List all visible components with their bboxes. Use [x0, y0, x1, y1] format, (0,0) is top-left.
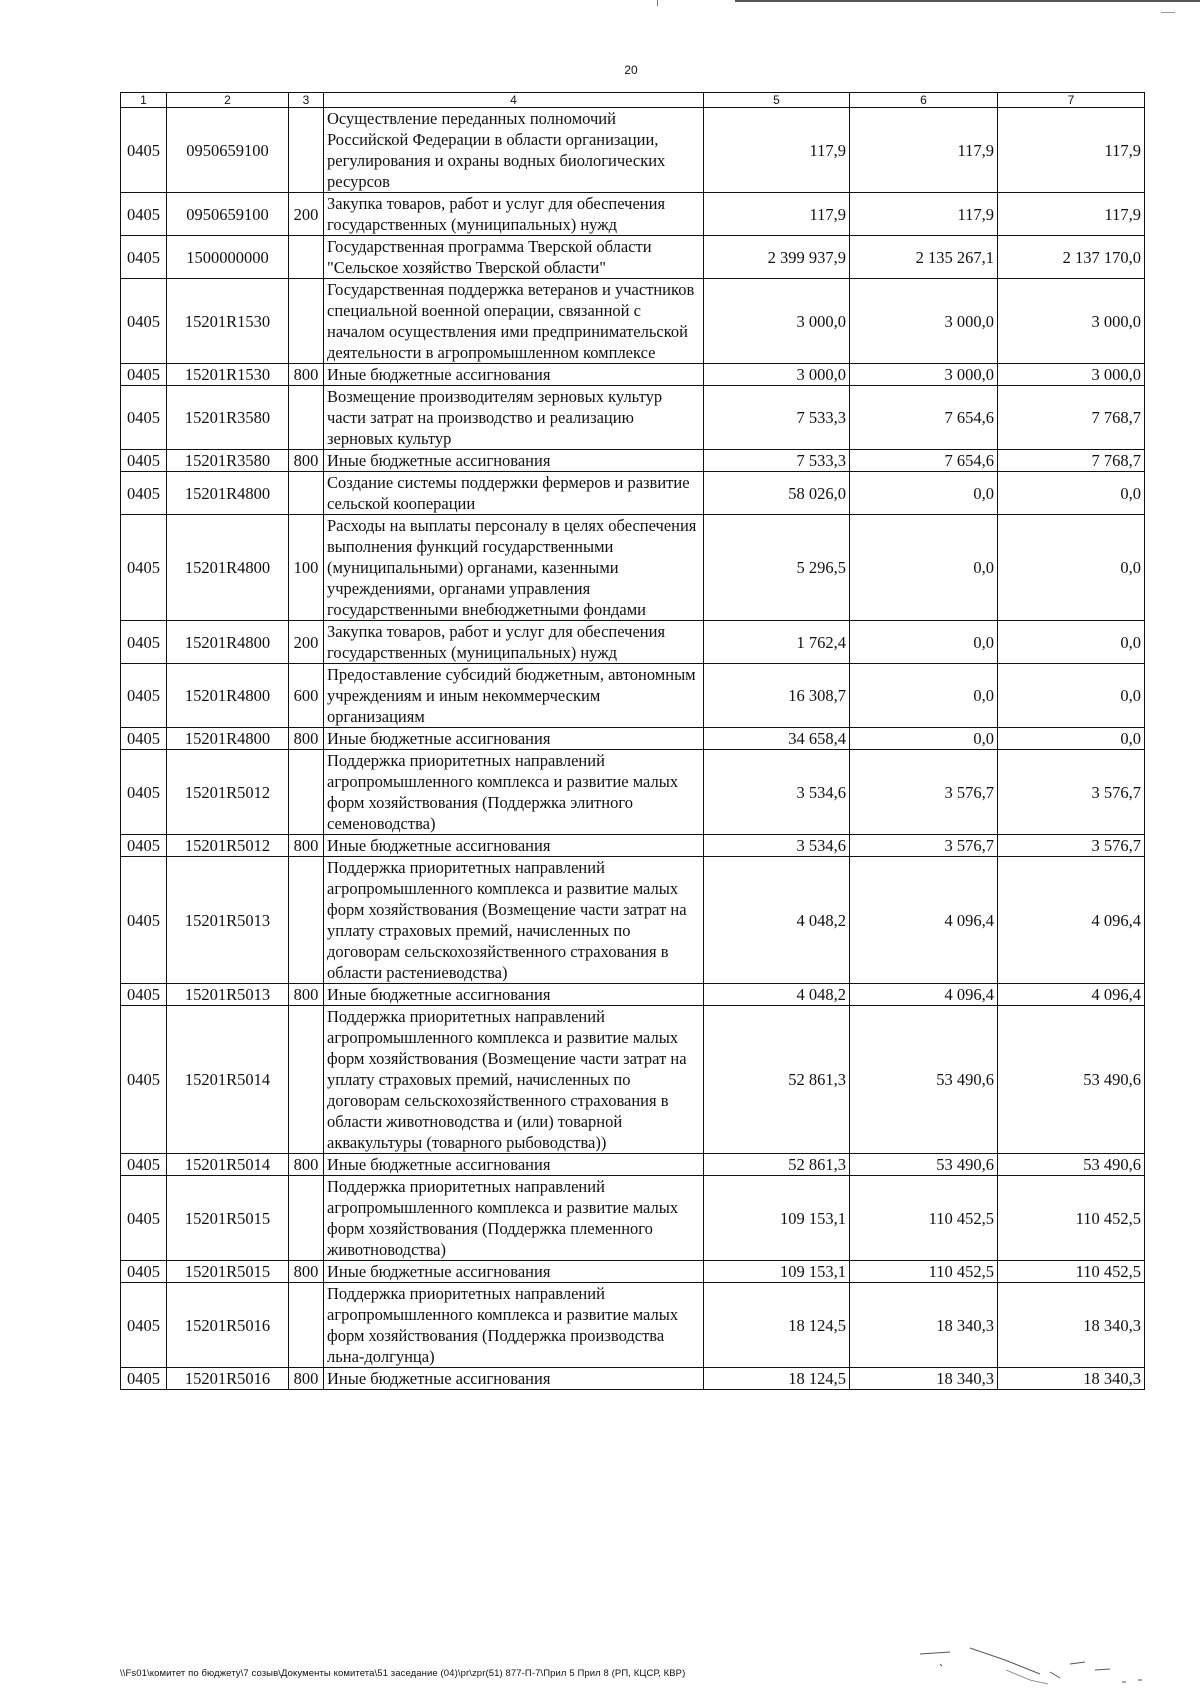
amount-cell-col5: 3 000,0 [704, 364, 850, 386]
section-code-cell: 0405 [121, 1283, 167, 1368]
description-cell: Иные бюджетные ассигнования [324, 835, 704, 857]
top-edge-mark [657, 0, 658, 6]
column-header: 2 [167, 93, 289, 108]
description-cell: Иные бюджетные ассигнования [324, 1261, 704, 1283]
column-header: 3 [289, 93, 324, 108]
target-article-cell: 15201R5014 [167, 1154, 289, 1176]
expense-type-cell: 200 [289, 193, 324, 236]
table-row [121, 386, 1145, 450]
amount-cell-col7: 53 490,6 [998, 1006, 1145, 1154]
section-code-cell: 0405 [121, 472, 167, 515]
target-article-cell: 15201R5013 [167, 857, 289, 984]
amount-cell-col5: 3 534,6 [704, 835, 850, 857]
target-article-cell: 15201R5012 [167, 750, 289, 835]
table-row [121, 984, 1145, 1006]
section-code-cell: 0405 [121, 386, 167, 450]
section-code-cell: 0405 [121, 750, 167, 835]
section-code-cell: 0405 [121, 728, 167, 750]
target-article-cell: 0950659100 [167, 108, 289, 193]
expense-type-cell [289, 1283, 324, 1368]
amount-cell-col7: 4 096,4 [998, 984, 1145, 1006]
amount-cell-col6: 117,9 [850, 108, 998, 193]
amount-cell-col6: 3 000,0 [850, 279, 998, 364]
description-cell: Государственная программа Тверской области "Сельское хозяйство Тверской области" [324, 236, 704, 279]
amount-cell-col7: 7 768,7 [998, 450, 1145, 472]
table-row [121, 450, 1145, 472]
amount-cell-col6: 0,0 [850, 515, 998, 621]
amount-cell-col5: 1 762,4 [704, 621, 850, 664]
amount-cell-col7: 18 340,3 [998, 1283, 1145, 1368]
amount-cell-col5: 109 153,1 [704, 1261, 850, 1283]
target-article-cell: 15201R5014 [167, 1006, 289, 1154]
amount-cell-col7: 3 576,7 [998, 835, 1145, 857]
amount-cell-col5: 117,9 [704, 193, 850, 236]
amount-cell-col6: 4 096,4 [850, 984, 998, 1006]
amount-cell-col7: 110 452,5 [998, 1176, 1145, 1261]
expense-type-cell: 800 [289, 450, 324, 472]
amount-cell-col6: 18 340,3 [850, 1283, 998, 1368]
amount-cell-col6: 0,0 [850, 664, 998, 728]
table-row [121, 1283, 1145, 1368]
target-article-cell: 15201R4800 [167, 472, 289, 515]
handwritten-marks [910, 1642, 1150, 1692]
table-row [121, 364, 1145, 386]
amount-cell-col5: 34 658,4 [704, 728, 850, 750]
amount-cell-col6: 3 000,0 [850, 364, 998, 386]
amount-cell-col7: 0,0 [998, 515, 1145, 621]
amount-cell-col5: 58 026,0 [704, 472, 850, 515]
table-row [121, 472, 1145, 515]
amount-cell-col6: 110 452,5 [850, 1261, 998, 1283]
amount-cell-col7: 3 576,7 [998, 750, 1145, 835]
amount-cell-col6: 53 490,6 [850, 1006, 998, 1154]
section-code-cell: 0405 [121, 1176, 167, 1261]
target-article-cell: 15201R4800 [167, 728, 289, 750]
expense-type-cell [289, 279, 324, 364]
description-cell: Иные бюджетные ассигнования [324, 364, 704, 386]
amount-cell-col7: 53 490,6 [998, 1154, 1145, 1176]
amount-cell-col6: 53 490,6 [850, 1154, 998, 1176]
amount-cell-col6: 4 096,4 [850, 857, 998, 984]
expense-type-cell [289, 1176, 324, 1261]
column-header: 6 [850, 93, 998, 108]
target-article-cell: 15201R5012 [167, 835, 289, 857]
amount-cell-col7: 3 000,0 [998, 364, 1145, 386]
column-header: 5 [704, 93, 850, 108]
section-code-cell: 0405 [121, 515, 167, 621]
description-cell: Создание системы поддержки фермеров и развитие сельской кооперации [324, 472, 704, 515]
description-cell: Закупка товаров, работ и услуг для обеспечения государственных (муниципальных) нужд [324, 621, 704, 664]
description-cell: Расходы на выплаты персоналу в целях обеспечения выполнения функций государственными (муниципальными) органами, казенными учреждениями, органами управления государственными внебюджетными фондами [324, 515, 704, 621]
target-article-cell: 15201R5016 [167, 1368, 289, 1390]
expense-type-cell: 800 [289, 1368, 324, 1390]
amount-cell-col6: 7 654,6 [850, 450, 998, 472]
amount-cell-col5: 7 533,3 [704, 450, 850, 472]
table-row [121, 279, 1145, 364]
amount-cell-col5: 2 399 937,9 [704, 236, 850, 279]
table-row [121, 750, 1145, 835]
table-row [121, 236, 1145, 279]
description-cell: Иные бюджетные ассигнования [324, 1154, 704, 1176]
amount-cell-col6: 3 576,7 [850, 835, 998, 857]
target-article-cell: 15201R5015 [167, 1176, 289, 1261]
amount-cell-col5: 18 124,5 [704, 1368, 850, 1390]
expense-type-cell [289, 236, 324, 279]
amount-cell-col7: 0,0 [998, 472, 1145, 515]
amount-cell-col5: 3 000,0 [704, 279, 850, 364]
target-article-cell: 15201R3580 [167, 386, 289, 450]
expense-type-cell [289, 1006, 324, 1154]
target-article-cell: 15201R1530 [167, 279, 289, 364]
amount-cell-col7: 0,0 [998, 728, 1145, 750]
amount-cell-col6: 0,0 [850, 728, 998, 750]
amount-cell-col5: 52 861,3 [704, 1154, 850, 1176]
header-row [121, 93, 1145, 108]
section-code-cell: 0405 [121, 450, 167, 472]
description-cell: Закупка товаров, работ и услуг для обеспечения государственных (муниципальных) нужд [324, 193, 704, 236]
amount-cell-col5: 4 048,2 [704, 857, 850, 984]
expense-type-cell: 800 [289, 984, 324, 1006]
amount-cell-col6: 0,0 [850, 621, 998, 664]
amount-cell-col5: 7 533,3 [704, 386, 850, 450]
expense-type-cell [289, 472, 324, 515]
description-cell: Государственная поддержка ветеранов и участников специальной военной операции, связанной с началом осуществления ими предпринимательской деятельности в агропромышленном комплексе [324, 279, 704, 364]
description-cell: Осуществление переданных полномочий Российской Федерации в области организации, регулирования и охраны водных биологических ресурсов [324, 108, 704, 193]
description-cell: Предоставление субсидий бюджетным, автономным учреждениям и иным некоммерческим организациям [324, 664, 704, 728]
section-code-cell: 0405 [121, 193, 167, 236]
target-article-cell: 15201R5016 [167, 1283, 289, 1368]
target-article-cell: 15201R5015 [167, 1261, 289, 1283]
page-number: 20 [624, 63, 638, 77]
target-article-cell: 15201R4800 [167, 621, 289, 664]
section-code-cell: 0405 [121, 1368, 167, 1390]
amount-cell-col5: 16 308,7 [704, 664, 850, 728]
section-code-cell: 0405 [121, 857, 167, 984]
amount-cell-col6: 2 135 267,1 [850, 236, 998, 279]
amount-cell-col7: 117,9 [998, 108, 1145, 193]
expense-type-cell: 800 [289, 1154, 324, 1176]
column-header: 7 [998, 93, 1145, 108]
amount-cell-col6: 110 452,5 [850, 1176, 998, 1261]
target-article-cell: 0950659100 [167, 193, 289, 236]
expense-type-cell [289, 108, 324, 193]
expense-type-cell: 800 [289, 1261, 324, 1283]
section-code-cell: 0405 [121, 1006, 167, 1154]
table-row [121, 108, 1145, 193]
description-cell: Иные бюджетные ассигнования [324, 450, 704, 472]
amount-cell-col6: 0,0 [850, 472, 998, 515]
amount-cell-col7: 4 096,4 [998, 857, 1145, 984]
amount-cell-col5: 3 534,6 [704, 750, 850, 835]
expense-type-cell: 800 [289, 728, 324, 750]
description-cell: Иные бюджетные ассигнования [324, 728, 704, 750]
description-cell: Поддержка приоритетных направлений агропромышленного комплекса и развитие малых форм хозяйствования (Поддержка элитного семеноводства) [324, 750, 704, 835]
document-file-path: \\Fs01\комитет по бюджету\7 созыв\Документы комитета\51 заседание (04)\pr\zpr(51) 877-П-7\Прил 5 Прил 8 (РП, КЦСР, КВР) [120, 1668, 686, 1679]
target-article-cell: 15201R4800 [167, 515, 289, 621]
table-row [121, 621, 1145, 664]
expense-type-cell: 200 [289, 621, 324, 664]
expense-type-cell: 600 [289, 664, 324, 728]
table-row [121, 1368, 1145, 1390]
description-cell: Поддержка приоритетных направлений агропромышленного комплекса и развитие малых форм хозяйствования (Возмещение части затрат на уплату страховых премий, начисленных по договорам сельскохозяйственного страхования в области животноводства и (или) товарной аквакультуры (товарного рыбоводства)) [324, 1006, 704, 1154]
description-cell: Возмещение производителям зерновых культур части затрат на производство и реализацию зерновых культур [324, 386, 704, 450]
description-cell: Поддержка приоритетных направлений агропромышленного комплекса и развитие малых форм хозяйствования (Поддержка племенного животноводства) [324, 1176, 704, 1261]
section-code-cell: 0405 [121, 1154, 167, 1176]
table-row [121, 515, 1145, 621]
expense-type-cell [289, 750, 324, 835]
amount-cell-col6: 117,9 [850, 193, 998, 236]
amount-cell-col5: 4 048,2 [704, 984, 850, 1006]
expense-type-cell: 100 [289, 515, 324, 621]
section-code-cell: 0405 [121, 984, 167, 1006]
amount-cell-col7: 117,9 [998, 193, 1145, 236]
amount-cell-col6: 3 576,7 [850, 750, 998, 835]
amount-cell-col7: 2 137 170,0 [998, 236, 1145, 279]
column-header: 4 [324, 93, 704, 108]
table-row [121, 835, 1145, 857]
amount-cell-col6: 18 340,3 [850, 1368, 998, 1390]
amount-cell-col5: 18 124,5 [704, 1283, 850, 1368]
target-article-cell: 15201R5013 [167, 984, 289, 1006]
budget-table [120, 92, 1145, 1390]
target-article-cell: 1500000000 [167, 236, 289, 279]
description-cell: Поддержка приоритетных направлений агропромышленного комплекса и развитие малых форм хозяйствования (Возмещение части затрат на уплату страховых премий, начисленных по договорам сельскохозяйственного страхования в области растениеводства) [324, 857, 704, 984]
expense-type-cell: 800 [289, 364, 324, 386]
column-header: 1 [121, 93, 167, 108]
table-row [121, 1261, 1145, 1283]
table-row [121, 193, 1145, 236]
section-code-cell: 0405 [121, 279, 167, 364]
target-article-cell: 15201R1530 [167, 364, 289, 386]
table-row [121, 664, 1145, 728]
amount-cell-col7: 3 000,0 [998, 279, 1145, 364]
section-code-cell: 0405 [121, 835, 167, 857]
section-code-cell: 0405 [121, 1261, 167, 1283]
amount-cell-col7: 110 452,5 [998, 1261, 1145, 1283]
table-row [121, 1154, 1145, 1176]
amount-cell-col5: 117,9 [704, 108, 850, 193]
section-code-cell: 0405 [121, 364, 167, 386]
target-article-cell: 15201R3580 [167, 450, 289, 472]
table-row [121, 728, 1145, 750]
section-code-cell: 0405 [121, 621, 167, 664]
section-code-cell: 0405 [121, 108, 167, 193]
amount-cell-col5: 5 296,5 [704, 515, 850, 621]
section-code-cell: 0405 [121, 236, 167, 279]
amount-cell-col5: 52 861,3 [704, 1006, 850, 1154]
expense-type-cell: 800 [289, 835, 324, 857]
expense-type-cell [289, 386, 324, 450]
table-row [121, 1006, 1145, 1154]
amount-cell-col7: 7 768,7 [998, 386, 1145, 450]
table-row [121, 1176, 1145, 1261]
amount-cell-col5: 109 153,1 [704, 1176, 850, 1261]
amount-cell-col6: 7 654,6 [850, 386, 998, 450]
table-row [121, 857, 1145, 984]
description-cell: Поддержка приоритетных направлений агропромышленного комплекса и развитие малых форм хозяйствования (Поддержка производства льна-долгунца) [324, 1283, 704, 1368]
description-cell: Иные бюджетные ассигнования [324, 1368, 704, 1390]
amount-cell-col7: 0,0 [998, 664, 1145, 728]
expense-type-cell [289, 857, 324, 984]
target-article-cell: 15201R4800 [167, 664, 289, 728]
amount-cell-col7: 0,0 [998, 621, 1145, 664]
top-edge-rule [735, 0, 1200, 2]
table-body [121, 108, 1145, 1390]
amount-cell-col7: 18 340,3 [998, 1368, 1145, 1390]
top-edge-mark [1161, 12, 1175, 13]
section-code-cell: 0405 [121, 664, 167, 728]
description-cell: Иные бюджетные ассигнования [324, 984, 704, 1006]
